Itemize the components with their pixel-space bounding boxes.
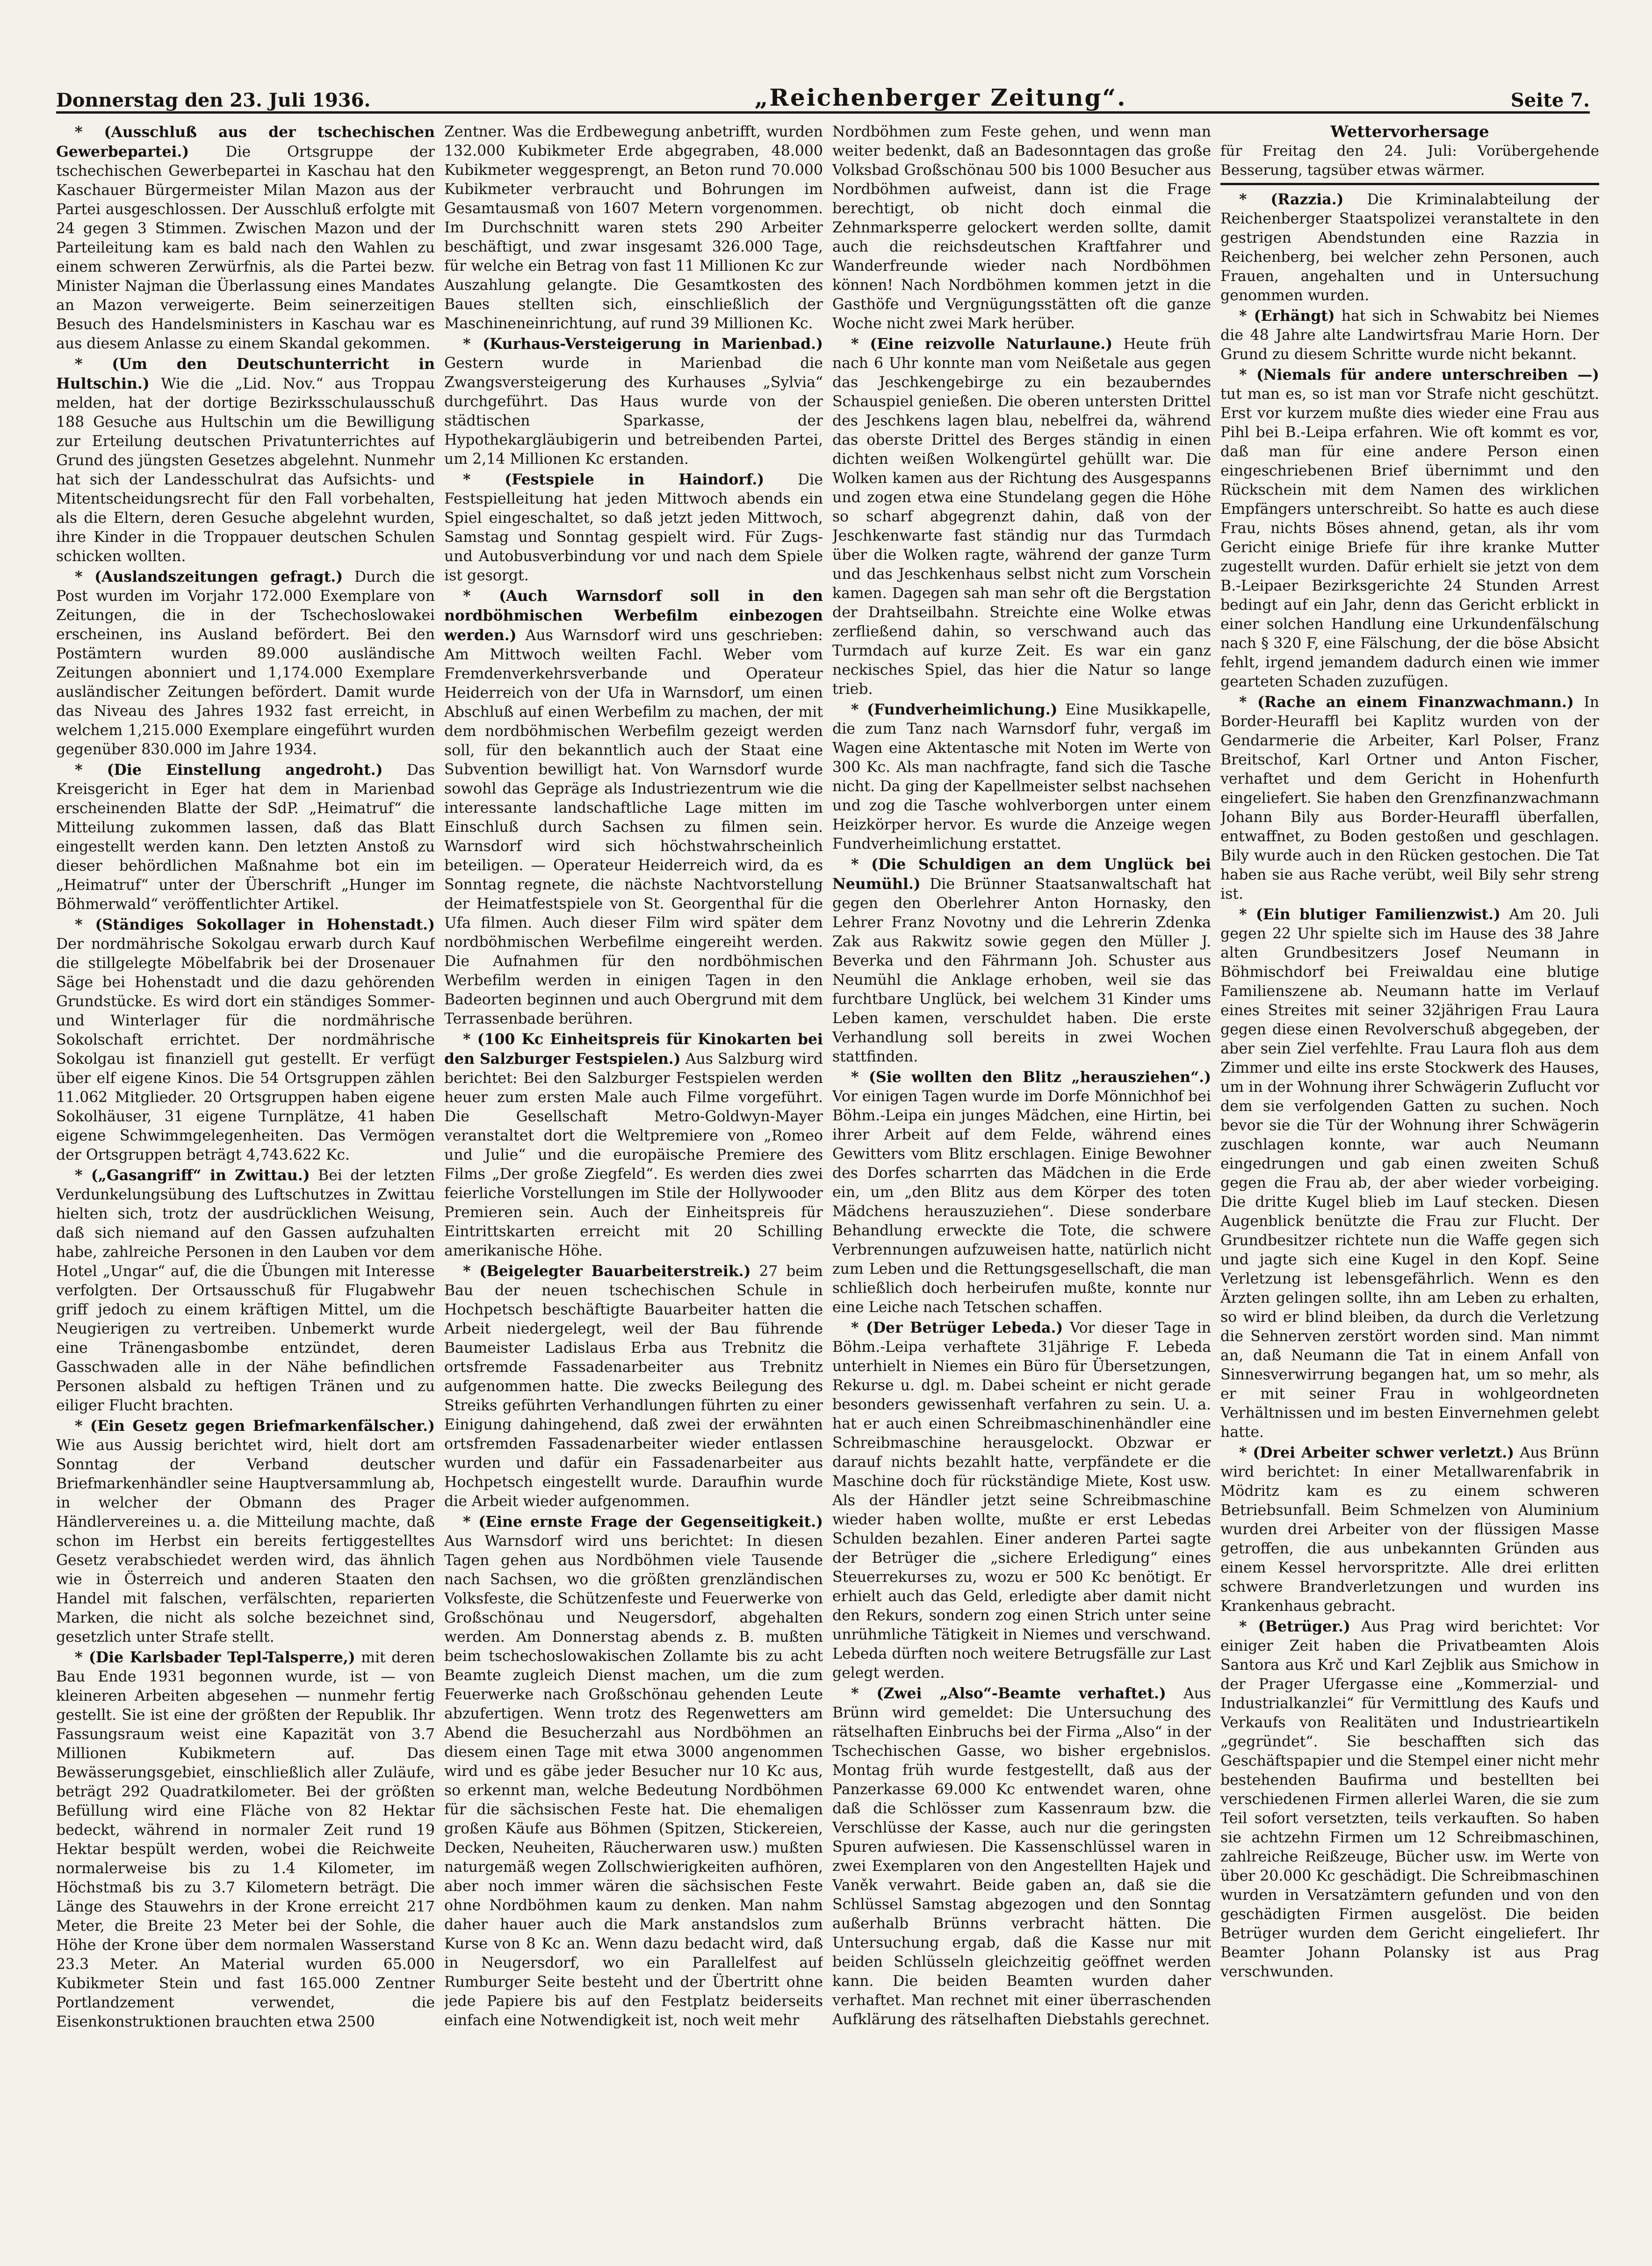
article-body: Wie die „Lid. Nov.“ aus Troppau melden, hat der dortige Bezirksschulausschuß 188 Gesuche aus Hultschin um die Bewilligung zur Erteilung deutschen Privatunterrichtes auf Grund des jüngsten Gesetzes abgelehnt. Nunmehr hat sich der Landesschulrat das Aufsichts- und Mitentscheidungsrecht für den Fall vorbehalten, als die Eltern, deren Gesuche abgelehnt wurden, ihre Kinder in die Troppauer deutschen Schulen schicken wollten.: [56, 375, 435, 565]
article: [832, 334, 1211, 699]
article-headline: * (Die Schuldigen an dem Unglück bei Neumühl.): [832, 856, 1211, 893]
article: [832, 1068, 1211, 1317]
article-headline: * (Ein Gesetz gegen Briefmarkenfälscher.): [75, 1417, 435, 1435]
article-body: tut man es, so ist man vor Strafe nicht geschützt. Erst vor kurzem mußte dies wieder eine Frau aus Pihl bei B.-Leipa erfahren. Wie oft kommt es vor, daß man für eine andere Person einen eingeschriebenen Brief übernimmt und den Rückschein mit dem Namen des wirklichen Empfängers unterschreibt. So hatte es auch diese Frau, nichts Böses ahnend, getan, als ihr vom Gericht einige Briefe für ihre kranke Mutter zugestellt wurden. Dafür erhielt sie jetzt von dem B.-Leipaer Bezirksgerichte 24 Stunden Arrest bedingt auf ein Jahr, denn das Gericht erblickt in einer solchen Handlung eine Urkundenfälschung nach § 320 F, eine Fälschung, der die böse Absicht fehlt, irgend jemandem dadurch einen wie immer gearteten Schaden zuzufügen.: [1220, 386, 1599, 690]
article-headline: * (Zwei „Also“-Beamte verhaftet.): [851, 1685, 1166, 1702]
article: [1220, 365, 1599, 692]
article-body: Das Kreisgericht in Eger hat dem in Marienbad erscheinenden Blatte der SdP. „Heimatruf“ die Mitteilung zukommen lassen, daß das Blatt eingestellt werden kann. Den letzten Anstoß zu dieser behördlichen Maßnahme bot ein im „Heimatruf“ unter der Überschrift „Hunger im Böhmerwald“ veröffentlichter Artikel.: [56, 762, 435, 913]
article-body: In Border-Heuraffl bei Kaplitz wurden von der Gendarmerie die Arbeiter, Karl Polser, Franz Breitschof, Karl Ortner und Anton Fischer, verhaftet und dem Gericht in Hohenfurth eingeliefert. Sie haben den Grenzfinanzwachmann Johann Bily aus Border-Heuraffl überfallen, entwaffnet, zu Boden gestoßen und geschlagen. Bily wurde auch in den Rücken gestochen. Die Tat haben sie aus Rache verübt, weil Bily sehr streng ist.: [1220, 694, 1599, 902]
article-body: Wie aus Aussig berichtet wird, hielt dort am Sonntag der Verband deutscher Briefmarkenhändler seine Hauptversammlung ab, in welcher der Obmann des Prager Händlervereines u. a. die Mitteilung machte, daß schon im Herbst ein bereits fertiggestelltes Gesetz verabschiedet werden wird, das ähnlich wie in Österreich und anderen Staaten den Handel mit falschen, verfälschten, reparierten Marken, die nicht als solche bezeichnet sind, gesetzlich unter Strafe stellt.: [56, 1437, 435, 1645]
article: [56, 123, 435, 354]
article-headline: * (Festspiele in Haindorf.): [463, 471, 765, 488]
article-body: Die Brünner Staatsanwaltschaft hat gegen den Oberlehrer Anton Hornasky, den Lehrer Franz Novotny und die Lehrerin Zdenka Zak aus Rakwitz sowie gegen den Müller J. Beverka und den Fährmann Joh. Schuster aus Neumühl die Anklage erhoben, weil sie das furchtbare Unglück, bei welchem 31 Kinder ums Leben kamen, verschuldet haben. Die erste Verhandlung soll bereits in zwei Wochen stattfinden.: [832, 876, 1211, 1065]
article: [444, 470, 823, 585]
article-body: Aus Brünn wird berichtet: In einer Metallwarenfabrik in Mödritz kam es zu einem schweren Betriebsunfall. Beim Schmelzen von Aluminium wurden drei Arbeiter von der flüssigen Masse getroffen, die aus unbekannten Gründen aus einem Kessel hervorspritzte. Alle drei erlitten schwere Brandverletzungen und wurden ins Krankenhaus gebracht.: [1220, 1444, 1599, 1615]
article: [1220, 190, 1599, 305]
column-1: [56, 123, 435, 2133]
article-body: Aus Salzburg wird berichtet: Bei den Salzburger Festspielen werden heuer zum ersten Male auch Filme vorgeführt. Die Gesellschaft Metro-Goldwyn-Mayer veranstaltet dort die Weltpremiere von „Romeo und Julie“ und die europäische Premiere des Films „Der große Ziegfeld“. Es werden dies zwei feierliche Vorstellungen im Stile der Hollywooder Premieren sein. Auch der Einheitspreis für Eintrittskarten erreicht mit 20 Schilling amerikanische Höhe.: [444, 1051, 823, 1259]
article-body: Aus Warnsdorf wird uns geschrieben: Am Mittwoch weilten Fachl. Weber vom Fremdenverkehrsverbande und Operateur Heiderreich von der Ufa in Warnsdorf, um einen Abschluß auf einen Werbefilm zu machen, der mit dem nordböhmischen Werbefilm gezeigt werden soll, für den bekanntlich auch der Staat eine Subvention bewilligt hat. Von Warnsdorf wurde sowohl das Gepräge als Industriezentrum wie die interessante landschaftliche Lage mitten im Einschluß durch Sachsen zu filmen sein. Warnsdorf wird sich höchstwahrscheinlich beteiligen. — Operateur Heiderreich wird, da es Sonntag regnete, die nächste Nachtvorstellung der Heimatfestspiele von St. Georgenthal für die Ufa filmen. Auch dieser Film wird später dem nordböhmischen Werbefilme eingereiht werden. Die Aufnahmen für den nordböhmischen Werbefilm werden in einigen Tagen in den Badeorten beginnen und auch Obergrund mit dem Terrassenbade berühren.: [444, 627, 823, 1027]
article-headline: * (Ein blutiger Familienzwist.): [1239, 906, 1501, 923]
article-headline: * (Ständiges Sokollager in Hohenstadt.): [75, 916, 435, 933]
weather-forecast: [1220, 123, 1599, 185]
article-headline: * (Drei Arbeiter schwer verletzt.): [1239, 1444, 1515, 1461]
article-body: Die Ortsgruppe der tschechischen Gewerbepartei in Kaschau hat den Kaschauer Bürgermeister Milan Mazon aus der Partei ausgeschlossen. Der Ausschluß erfolgte mit 24 gegen 3 Stimmen. Zwischen Mazon und der Parteileitung kam es bald nach den Wahlen zu einem schweren Zerwürfnis, als die Partei bezw. Minister Najman die Überlassung eines Mandates an Mazon verweigerte. Beim seinerzeitigen Besuch des Handelsministers in Kaschau war es aus diesem Anlasse zu einem Skandal gekommen.: [56, 144, 435, 352]
article: [1220, 905, 1599, 1442]
article-body: Durch die Post wurden im Vorjahr 172.000 Exemplare von Zeitungen, die in der Tschechoslowakei erscheinen, ins Ausland befördert. Bei den Postämtern wurden 89.000 ausländische Zeitungen abonniert und 1,174.000 Exemplare ausländischer Zeitungen befördert. Damit wurde das Niveau des Jahres 1932 fast erreicht, in welchem 1,215.000 Exemplare eingeführt wurden gegenüber 830.000 im Jahre 1934.: [56, 569, 435, 758]
article-body: Gestern wurde in Marienbad die Zwangsversteigerung des Kurhauses „Sylvia“ durchgeführt. Das Haus wurde von der städtischen Sparkasse, der Hypothekargläubigerin und betreibenden Partei, um 2,14 Millionen Kc erstanden.: [444, 355, 823, 468]
weather-title: Wettervorhersage: [1330, 123, 1489, 141]
article: [56, 567, 435, 759]
article: [1220, 1617, 1599, 1982]
header-date: Donnerstag den 23. Juli 1936.: [56, 89, 371, 111]
article: [56, 1648, 435, 2032]
article: [56, 915, 435, 1165]
article: [444, 123, 823, 333]
article-body: Eine Musikkapelle, die zum Tanz nach Warnsdorf fuhr, vergaß im Wagen eine Aktentasche mit Noten im Werte von 300 Kc. Als man nachfragte, fand sich die Tasche nicht. Da ging der Kapellmeister selbst nachsehen und zog die Tasche wohlverborgen unter einem Heizkörper hervor. Es wurde die Anzeige wegen Fundverheimlichung erstattet.: [832, 701, 1211, 852]
article-headline: * (Auslandszeitungen gefragt.): [75, 568, 343, 585]
article-headline: * (Razzia.): [1239, 191, 1344, 208]
article-headline: * (100 Kc Einheitspreis für Kinokarten bei den Salzburger Festspielen.): [444, 1031, 823, 1068]
article-body: mit deren Bau Ende 1931 begonnen wurde, ist — von kleineren Arbeiten abgesehen — nunmehr fertig gestellt. Sie ist eine der größten der Republik. Ihr Fassungsraum weist eine Kapazität von 3.7 Millionen Kubikmetern auf. Das Bewässerungsgebiet, einschließlich aller Zuläufe, beträgt 292 Quadratkilometer. Bei der größten Befüllung wird eine Fläche von 82 Hektar bedeckt, während in normaler Zeit rund 19 Hektar bespült werden, wobei die Reichweite normalerweise bis zu 1.4 Kilometer, im Höchstmaß bis zu 3.7 Kilometern beträgt. Die Länge des Stauwehrs in der Krone erreicht 217 Meter, die Breite 23 Meter bei der Sohle, die Höhe der Krone über dem normalen Wasserstand 23.3 Meter. An Material wurden 65.000 Kubikmeter Stein und fast 165.000 Zentner Portlandzement verwendet, die Eisenkonstruktionen brauchten etwa 2500: [56, 1649, 435, 2030]
article: [832, 1318, 1211, 1683]
article: [832, 123, 1211, 333]
page-number: Seite 7.: [1510, 89, 1590, 111]
article-headline: * (Beigelegter Bauarbeiterstreik.): [463, 1263, 751, 1280]
article: [56, 760, 435, 914]
article-headline: * (Eine ernste Frage der Gegenseitigkeit.): [463, 1513, 823, 1530]
article-headline: * (Ausschluß aus der tschechischen Gewerbepartei.): [56, 123, 435, 160]
article-body: Nordböhmen zum Feste gehen, und wenn man weiter bedenkt, daß an Badesonntagen das große Volksbad Großschönau 500 bis 1000 Besucher aus Nordböhmen aufweist, dann ist die Frage berechtigt, ob nicht doch einmal die Zehnmarksperre gelockert werden sollte, damit auch die reichsdeutschen Kraftfahrer und Wanderfreunde wieder nach Nordböhmen können! Nach Nordböhmen kommen jetzt in die Gasthöfe und Vergnügungsstätten oft die ganze Woche nicht zwei Mark herüber.: [832, 123, 1211, 332]
column-3: [832, 123, 1211, 2133]
article-body: Bei der letzten Verdunkelungsübung des Luftschutzes in Zwittau hielten sich, trotz der ausdrücklichen Weisung, daß sich niemand auf den Gassen aufzuhalten habe, zahlreiche Personen in den Lauben vor dem Hotel „Ungar“ auf, die die Übungen mit Interesse verfolgten. Der Ortsausschuß für Flugabwehr griff jedoch zu einem kräftigen Mittel, um die Neugierigen zu vertreiben. Unbemerkt wurde eine Tränengasbombe entzündet, deren Gasschwaden alle in der Nähe befindlichen Personen alsbald zu heftigen Tränen und zu eiliger Flucht brachten.: [56, 1167, 435, 1414]
article: [832, 855, 1211, 1067]
article-headline: * (Fundverheimlichung.): [851, 701, 1058, 718]
column-4: [1220, 123, 1599, 2133]
article: [444, 1262, 823, 1511]
article-headline: * (Erhängt): [1239, 307, 1335, 325]
article: [444, 1512, 823, 2030]
newspaper-title: „Reichenberger Zeitung“.: [754, 84, 1127, 111]
article: [444, 334, 823, 469]
text-columns: [56, 123, 1599, 2133]
article-headline: * (Eine reizvolle Naturlaune.): [851, 335, 1113, 353]
article-body: Die Festspielleitung hat jeden Mittwoch abends ein Spiel eingeschaltet, so daß jetzt jeden Mittwoch, Samstag und Sonntag gespielt wird. Für Zugs- und Autobusverbindung vor und nach dem Spiele ist gesorgt.: [444, 471, 823, 584]
article-body: Vor dieser Tage in Böhm.-Leipa verhaftete 31jährige F. Lebeda unterhielt in Niemes ein Büro für Übersetzungen, Rekurse u. dgl. m. Dabei scheint er nicht gerade besonders gewissenhaft verfahren zu sein. U. a. hat er auch einen Schreibmaschinenhändler eine Schreibmaschine herausgelockt. Obzwar er darauf nichts bezahlt hatte, verpfändete er die Maschine doch für rückständige Miete, Kost usw. Als der Händler jetzt seine Schreibmaschine wieder haben wollte, mußte er erst Lebedas Schulden bezahlen. Einer anderen Partei sagte der Betrüger die „sichere Erledigung“ eines Steuerrekurses zu, wozu er 500 Kc benötigt. Er erhielt auch das Geld, erledigte aber damit nicht den Rekurs, sondern zog einen Strich unter seine unrühmliche Tätigkeit in Niemes und verschwand. Lebeda dürften noch weitere Betrugsfälle zur Last gelegt werden.: [832, 1320, 1211, 1681]
article-headline: * („Gasangriff“ in Zwittau.): [75, 1167, 310, 1184]
article: [1220, 693, 1599, 904]
article-headline: * (Die Einstellung angedroht.): [75, 761, 383, 779]
article: [444, 586, 823, 1029]
article: [56, 354, 435, 566]
article: [56, 1416, 435, 1647]
article-headline: * (Der Betrüger Lebeda.): [851, 1319, 1063, 1336]
article-body: hat sich in Schwabitz bei Niemes die 48 Jahre alte Landwirtsfrau Marie Horn. Der Grund zu diesem Schritte wurde nicht bekannt.: [1220, 308, 1599, 363]
article-headline: * (Um den Deutschunterricht in Hultschin.): [56, 355, 435, 392]
article-body: Heute früh nach 6 Uhr konnte man vom Neißetale aus gegen das Jeschkengebirge zu ein bezauberndes Schauspiel genießen. Die oberen untersten Drittel des Jeschkens lagen blau, nebelfrei da, während das oberste Drittel des Berges ständig in einen dichten weißen Wolkengürtel gehüllt war. Die Wolken kamen aus der Richtung des Ausgespanns und zogen etwa eine Stundelang gegen die Höhe so scharf abgegrenzt dahin, daß von der Jeschkenwarte fast ständig nur das Turmdach über die Wolken ragte, während der ganze Turm und das Jeschkenhaus selbst nicht zum Vorschein kamen. Dagegen sah man sehr oft die Bergstation der Drahtseilbahn. Streichte eine Wolke etwas zerfließend dahin, so verschwand auch das Turmdach auf kurze Zeit. Es war ein ganz neckisches Spiel, das hier die Natur so lange trieb.: [832, 336, 1211, 698]
article-headline: * (Betrüger.): [1239, 1618, 1350, 1635]
article: [1220, 1443, 1599, 1616]
article: [444, 1030, 823, 1261]
article-headline: * (Auch Warnsdorf soll in den nordböhmischen Werbefilm einbezogen werden.): [444, 587, 823, 644]
article-headline: * (Niemals für andere unterschreiben —): [1239, 366, 1599, 383]
article: [56, 1166, 435, 1415]
article-body: Die Kriminalabteilung der Reichenberger Staatspolizei veranstaltete in den gestrigen Abendstunden eine Razzia in Reichenberg, bei welcher zehn Personen, auch Frauen, angehalten und in Untersuchung genommen wurden.: [1220, 191, 1599, 304]
article-headline: * (Die Karlsbader Tepl-Talsperre,): [75, 1649, 355, 1666]
article-body: Vor einigen Tagen wurde im Dorfe Mönnichhof bei Böhm.-Leipa ein junges Mädchen, eine Hirtin, bei ihrer Arbeit auf dem Felde, während eines Gewitters vom Blitz erschlagen. Einige Bewohner des Dorfes scharrten das Mädchen in die Erde ein, um „den Blitz aus dem Körper des toten Mädchens herauszuziehen“. Diese sonderbare Behandlung erweckte die Tote, die schwere Verbrennungen aufzuweisen hatte, natürlich nicht zum Leben und die Rettungsgesellschaft, die man schließlich doch herbeirufen mußte, konnte nur eine Leiche nach Tetschen schaffen.: [832, 1088, 1211, 1316]
article-headline: * (Rache an einem Finanzwachmann.): [1239, 693, 1574, 711]
article: [832, 700, 1211, 854]
article-body: Der nordmährische Sokolgau erwarb durch Kauf die stillgelegte Möbelfabrik bei der Drosenauer Säge bei Hohenstadt und die dazu gehörenden Grundstücke. Es wird dort ein ständiges Sommer- und Winterlager für die nordmährische Sokolschaft errichtet. Der nordmährische Sokolgau ist finanziell gut gestellt. Er verfügt über elf eigene Kinos. Die 54 Ortsgruppen zählen 11.062 Mitglieder. 20 Ortsgruppen haben eigene Sokolhäuser, 31 eigene Turnplätze, 41 haben eigene Schwimmgelegenheiten. Das Vermögen der Ortsgruppen beträgt 4,743.622 Kc.: [56, 936, 435, 1163]
weather-text: für Freitag den 24. Juli: Vorübergehende Besserung, tagsüber etwas wärmer.: [1220, 143, 1599, 179]
article-body: Aus Warnsdorf wird uns berichtet: In diesen Tagen gehen aus Nordböhmen viele Tausende nach Sachsen, wo die größten grenzländischen Volksfeste, die Schützenfeste und Feuerwerke von Großschönau und Neugersdorf, abgehalten werden. Am Donnerstag abends z. B. mußten beim tschechoslowakischen Zollamte bis zu acht Beamte zugleich Dienst machen, um die zum Feuerwerke nach Großschönau gehenden Leute abzufertigen. Wenn trotz des Regenwetters am Abend die Besucherzahl aus Nordböhmen an diesem einen Tage mit etwa 3000 angenommen wird und es gäbe jeder Besucher nur 10 Kc aus, so erkennt man, welche Bedeutung Nordböhmen für die sächsischen Feste hat. Die ehemaligen großen Käufe aus Böhmen (Spitzen, Stickereien, Decken, Neuheiten, Räucherwaren usw.) mußten naturgemäß wegen Zollschwierigkeiten aufhören, aber noch immer wären die sächsischen Feste ohne Nordböhmen kaum zu denken. Man nahm daher hauer auch die Mark anstandslos zum Kurse von 8 Kc an. Wenn dazu bedacht wird, daß in Neugersdorf, wo ein Parallelfest auf Rumburger Seite besteht und der Übertritt ohne jede Papiere bis auf den Festplatz beiderseits einfach eine Notwendigkeit ist, noch weit mehr: [444, 1533, 823, 2029]
article-body: 27 beim Bau der neuen tschechischen Schule in Hochpetsch beschäftigte Bauarbeiter hatten die Arbeit niedergelegt, weil der Bau führende Baumeister Ladislaus Erba aus Trebnitz die ortsfremde Fassadenarbeiter aus Trebnitz aufgenommen hatte. Die zwecks Beilegung des Streiks geführten Verhandlungen führten zu einer Einigung dahingehend, daß zwei der erwähnten ortsfremden Fassadenarbeiter wieder entlassen wurden und dafür ein Fassadenarbeiter aus Hochpetsch eingestellt wurde. Daraufhin wurde die Arbeit wieder aufgenommen.: [444, 1263, 823, 1510]
article-headline: * (Kurhaus-Versteigerung in Marienbad.): [463, 335, 823, 353]
article-body: Aus Prag wird berichtet: Vor einiger Zeit haben die Privatbeamten Alois Santora aus Krč und Karl Zejblik aus Smichow in der Prager Ufergasse eine „Kommerzial- und Industrialkanzlei“ für Vermittlung des Kaufs und Verkaufs von Realitäten und Industrieartikeln „gegründet“. Sie beschafften sich das Geschäftspapier und die Stempel einer nicht mehr bestehenden Baufirma und bestellten bei verschiedenen Firmen allerlei Waren, die sie zum Teil sofort versetzten, teils verkauften. So haben sie achtzehn Firmen um 12 Schreibmaschinen, zahlreiche Reißzeuge, Bücher usw. im Werte von über 20.000 Kc geschädigt. Die Schreibmaschinen wurden in Versatzämtern gefunden und von den geschädigten Firmen ausgelöst. Die beiden Betrüger wurden dem Gericht eingeliefert. Ihr Beamter Johann Polansky ist aus Prag verschwunden.: [1220, 1618, 1599, 1980]
article-headline: * (Sie wollten den Blitz „herausziehen“.): [851, 1068, 1211, 1086]
article-body: Aus Brünn wird gemeldet: Die Untersuchung des rätselhaften Einbruchs bei der Firma „Also“ in der Tschechischen Gasse, wo bisher ergebnislos. Montag früh wurde festgestellt, daß aus der Panzerkasse 69.000 Kc entwendet waren, ohne daß die Schlösser zum Kassenraum bzw. die Verschlüsse der Kasse, auch nur die geringsten Spuren aufwiesen. Die Kassenschlüssel waren in zwei Exemplaren von den Angestellten Hajek und Vaněk verwahrt. Beide gaben an, daß sie die Schlüssel Samstag abgezogen und den Sonntag außerhalb Brünns verbracht hätten. Die Untersuchung ergab, daß die Kasse nur mit beiden Schlüsseln gleichzeitig geöffnet werden kann. Die beiden Beamten wurden daher verhaftet. Man rechnet mit einer überraschenden Aufklärung des rätselhaften Diebstahls gerechnet.: [832, 1685, 1211, 2028]
article: [1220, 306, 1599, 364]
page-header: [56, 79, 1590, 114]
article: [832, 1684, 1211, 2029]
article-body: Am 20. Juli gegen 22 Uhr spielte sich im Hause des 38 Jahre alten Grundbesitzers Josef Neumann in Böhmischdorf bei Freiwaldau eine blutige Familienszene ab. Neumann hatte im Verlauf eines Streites mit seiner 32jährigen Frau Laura gegen diese einen Revolverschuß abgegeben, der aber sein Ziel verfehlte. Frau Laura floh aus dem Zimmer und eilte ins erste Stockwerk des Hauses, um in der Wohnung ihrer Schwägerin Zuflucht vor dem sie verfolgenden Gatten zu suchen. Noch bevor sie die Tür der Wohnung ihrer Schwägerin zuschlagen konnte, war auch Neumann eingedrungen und gab einen zweiten Schuß gegen die Frau ab, der aber wieder vorbeiging. Die dritte Kugel blieb im Lauf stecken. Diesen Augenblick benützte die Frau zur Flucht. Der Grundbesitzer richtete nun die Waffe gegen sich und jagte sich eine Kugel in den Kopf. Seine Verletzung ist lebensgefährlich. Wenn es den Ärzten gelingen sollte, ihn am Leben zu erhalten, so wird er blind bleiben, da durch die Verletzung die Sehnerven zerstört worden sind. Man nimmt an, daß Neumann die Tat in einem Anfall von Sinnesverwirrung begangen hat, um so mehr, als er mit seiner Frau in wohlgeordneten Verhältnissen und im besten Einvernehmen gelebt hatte.: [1220, 906, 1599, 1441]
article-body: Zentner. Was die Erdbewegung anbetrifft, wurden 132.000 Kubikmeter Erde abgegraben, 48.000 Kubikmeter weggesprengt, an Beton rund 70.000 Kubikmeter verbraucht und Bohrungen im Gesamtausmaß von 1607 Metern vorgenommen. Im Durchschnitt waren stets 290 Arbeiter beschäftigt, und zwar insgesamt 326.000 Tage, für welche ein Betrag von fast 11 Millionen Kc zur Auszahlung gelangte. Die Gesamtkosten des Baues stellten sich, einschließlich der Maschineneinrichtung, auf rund 39 Millionen Kc.: [444, 123, 823, 332]
column-2: [444, 123, 823, 2133]
